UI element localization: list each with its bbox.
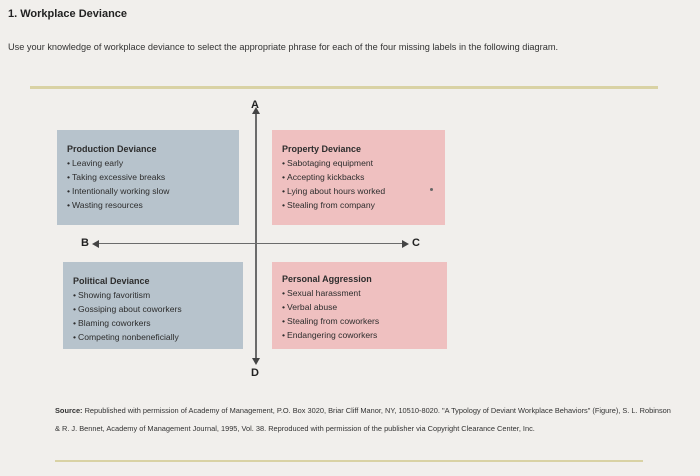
list-item: • Stealing from company [282,198,435,212]
divider-top [30,86,658,89]
list-item: • Lying about hours worked [282,184,435,198]
quadrant-title: Property Deviance [282,144,362,154]
stray-dot [430,188,433,191]
axis-label-a[interactable]: A [251,99,259,111]
list-item: • Blaming coworkers [73,316,233,330]
quadrant-title: Production Deviance [67,144,157,154]
quadrant-title: Personal Aggression [282,274,372,284]
list-item: • Taking excessive breaks [67,170,229,184]
quadrant-personal-aggression [272,262,447,349]
axis-label-b[interactable]: B [81,237,89,249]
list-item: • Leaving early [67,156,229,170]
list-item: • Competing nonbeneficially [73,330,233,344]
list-item: • Stealing from coworkers [282,314,437,328]
source-text: Republished with permission of Academy of Management, P.O. Box 3020, Briar Cliff Manor, NY, 10510-8020. "A Typology of Deviant Workplace Behaviors" (Figure), S. L. Robinson & R. J. Bennet, Academy of Management Journal, 1995, Vol. 38. Reproduced with permission of the publisher via Copyright Clearance Center, Inc. [55,406,671,433]
list-item: • Sexual harassment [282,286,437,300]
question-instructions: Use your knowledge of workplace deviance to select the appropriate phrase for each of the four missing labels in the following diagram. [8,42,559,52]
list-item: • Endangering coworkers [282,328,437,342]
horizontal-axis [95,243,405,244]
arrow-right-icon [402,240,409,248]
quadrant-property-deviance [272,130,445,225]
quadrant-political-deviance [63,262,243,349]
list-item: • Sabotaging equipment [282,156,435,170]
divider-bottom [55,460,643,462]
list-item: • Verbal abuse [282,300,437,314]
list-item: • Gossiping about coworkers [73,302,233,316]
vertical-axis [255,113,257,361]
axis-label-c[interactable]: C [412,237,420,249]
list-item: • Showing favoritism [73,288,233,302]
quadrant-title: Political Deviance [73,276,150,286]
source-citation [55,402,675,438]
quadrant-production-deviance [57,130,239,225]
list-item: • Intentionally working slow [67,184,229,198]
arrow-down-icon [252,358,260,365]
arrow-left-icon [92,240,99,248]
question-title: 1. Workplace Deviance [8,8,128,20]
source-label: Source: [55,406,83,415]
axis-label-d[interactable]: D [251,367,259,379]
list-item: • Wasting resources [67,198,229,212]
list-item: • Accepting kickbacks [282,170,435,184]
